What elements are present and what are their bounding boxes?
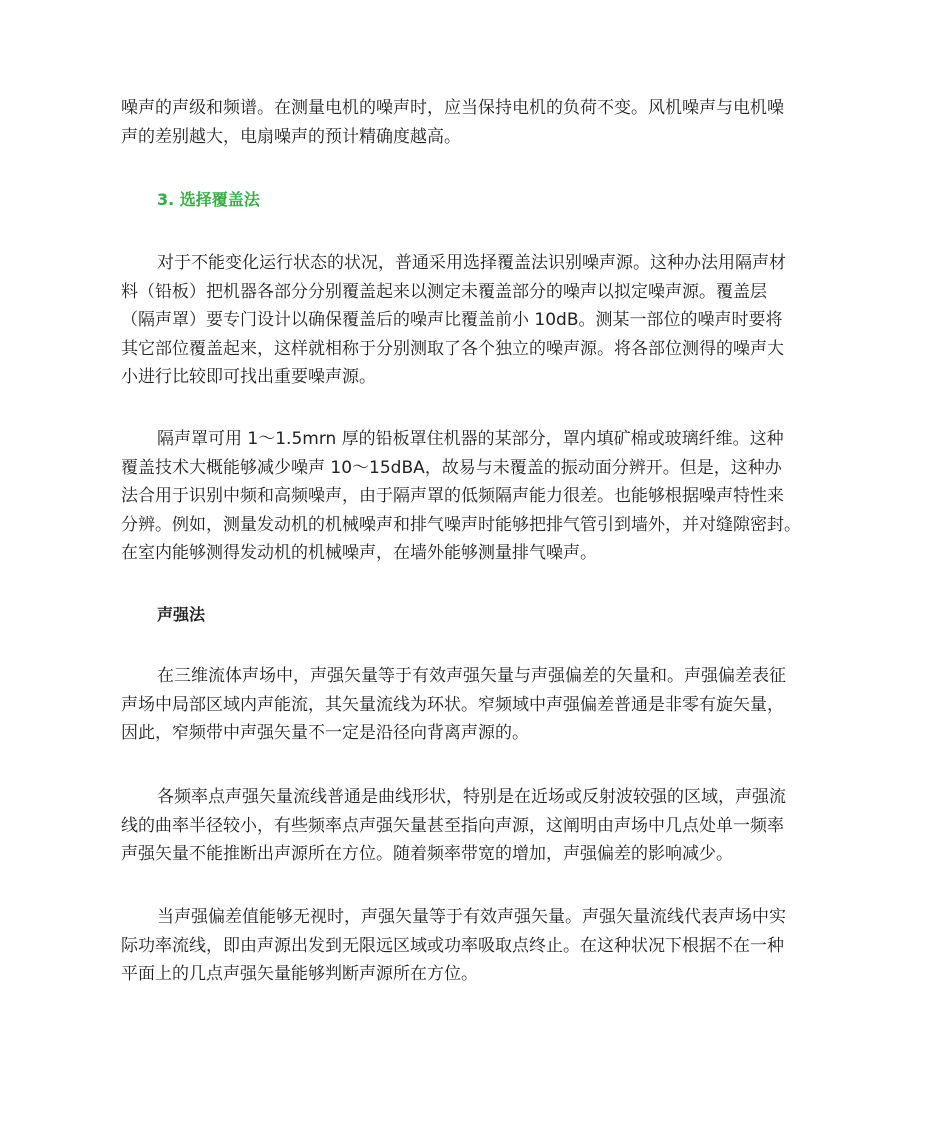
paragraph-line: 噪声的声级和频谱。在测量电机的噪声时，应当保持电机的负荷不变。风机噪声与电机噪 [121, 98, 784, 118]
paragraph-line: 法合用于识别中频和高频噪声，由于隔声罩的低频隔声能力很差。也能够根据噪声特性来 [121, 486, 784, 506]
paragraph-line: 声强矢量不能推断出声源所在方位。随着频率带宽的增加，声强偏差的影响减少。 [121, 844, 733, 864]
paragraph-line: 各频率点声强矢量流线普通是曲线形状，特别是在近场或反射波较强的区域，声强流 [157, 787, 786, 807]
paragraph-line: 声的差别越大，电扇噪声的预计精确度越高。 [121, 126, 461, 147]
section-heading-intensity: 声强法 [157, 605, 206, 624]
paragraph-line: 隔声罩可用 1～1.5mrn 厚的铅板罩住机器的某部分，罩内填矿棉或玻璃纤维。这种 [157, 429, 784, 449]
paragraph-line: 平面上的几点声强矢量能够判断声源所在方位。 [121, 964, 478, 984]
paragraph-line: 在室内能够测得发动机的机械噪声，在墙外能够测量排气噪声。 [121, 543, 597, 563]
paragraph-line: 际功率流线，即由声源出发到无限远区域或功率吸取点终止。在这种状况下根据不在一种 [121, 935, 784, 956]
paragraph-line: （隔声罩）要专门设计以确保覆盖后的噪声比覆盖前小 10dB。测某一部位的噪声时要将 [121, 310, 783, 330]
paragraph-line: 分辨。例如，测量发动机的机械噪声和排气噪声时能够把排气管引到墙外，并对缝隙密封。 [121, 514, 801, 535]
cover-paragraph-2 [121, 425, 833, 568]
intensity-paragraph-2 [121, 783, 833, 869]
cover-paragraph-1 [121, 249, 833, 392]
paragraph-line: 覆盖技术大概能够减少噪声 10～15dBA，故易与未覆盖的振动面分辨开。但是，这种办 [121, 457, 782, 478]
intensity-paragraph-1 [121, 662, 833, 748]
section-heading-cover: 3. 选择覆盖法 [157, 190, 260, 209]
paragraph-line: 小进行比较即可找出重要噪声源。 [121, 367, 376, 387]
intro-paragraph [121, 94, 833, 151]
paragraph-line: 其它部位覆盖起来，这样就相称于分别测取了各个独立的噪声源。将各部位测得的噪声大 [121, 338, 784, 359]
intensity-paragraph-3 [121, 903, 833, 989]
paragraph-line: 线的曲率半径较小，有些频率点声强矢量甚至指向声源，这阐明由声场中几点处单一频率 [121, 815, 784, 836]
paragraph-line: 在三维流体声场中，声强矢量等于有效声强矢量与声强偏差的矢量和。声强偏差表征 [157, 666, 786, 686]
paragraph-line: 料（铅板）把机器各部分分别覆盖起来以测定未覆盖部分的噪声以拟定噪声源。覆盖层 [121, 281, 767, 302]
paragraph-line: 对于不能变化运行状态的状况，普通采用选择覆盖法识别噪声源。这种办法用隔声材 [157, 253, 786, 273]
paragraph-line: 当声强偏差值能够无视时，声强矢量等于有效声强矢量。声强矢量流线代表声场中实 [157, 907, 786, 927]
paragraph-line: 因此，窄频带中声强矢量不一定是沿径向背离声源的。 [121, 723, 529, 743]
paragraph-line: 声场中局部区域内声能流，其矢量流线为环状。窄频域中声强偏差普通是非零有旋矢量， [121, 694, 784, 715]
